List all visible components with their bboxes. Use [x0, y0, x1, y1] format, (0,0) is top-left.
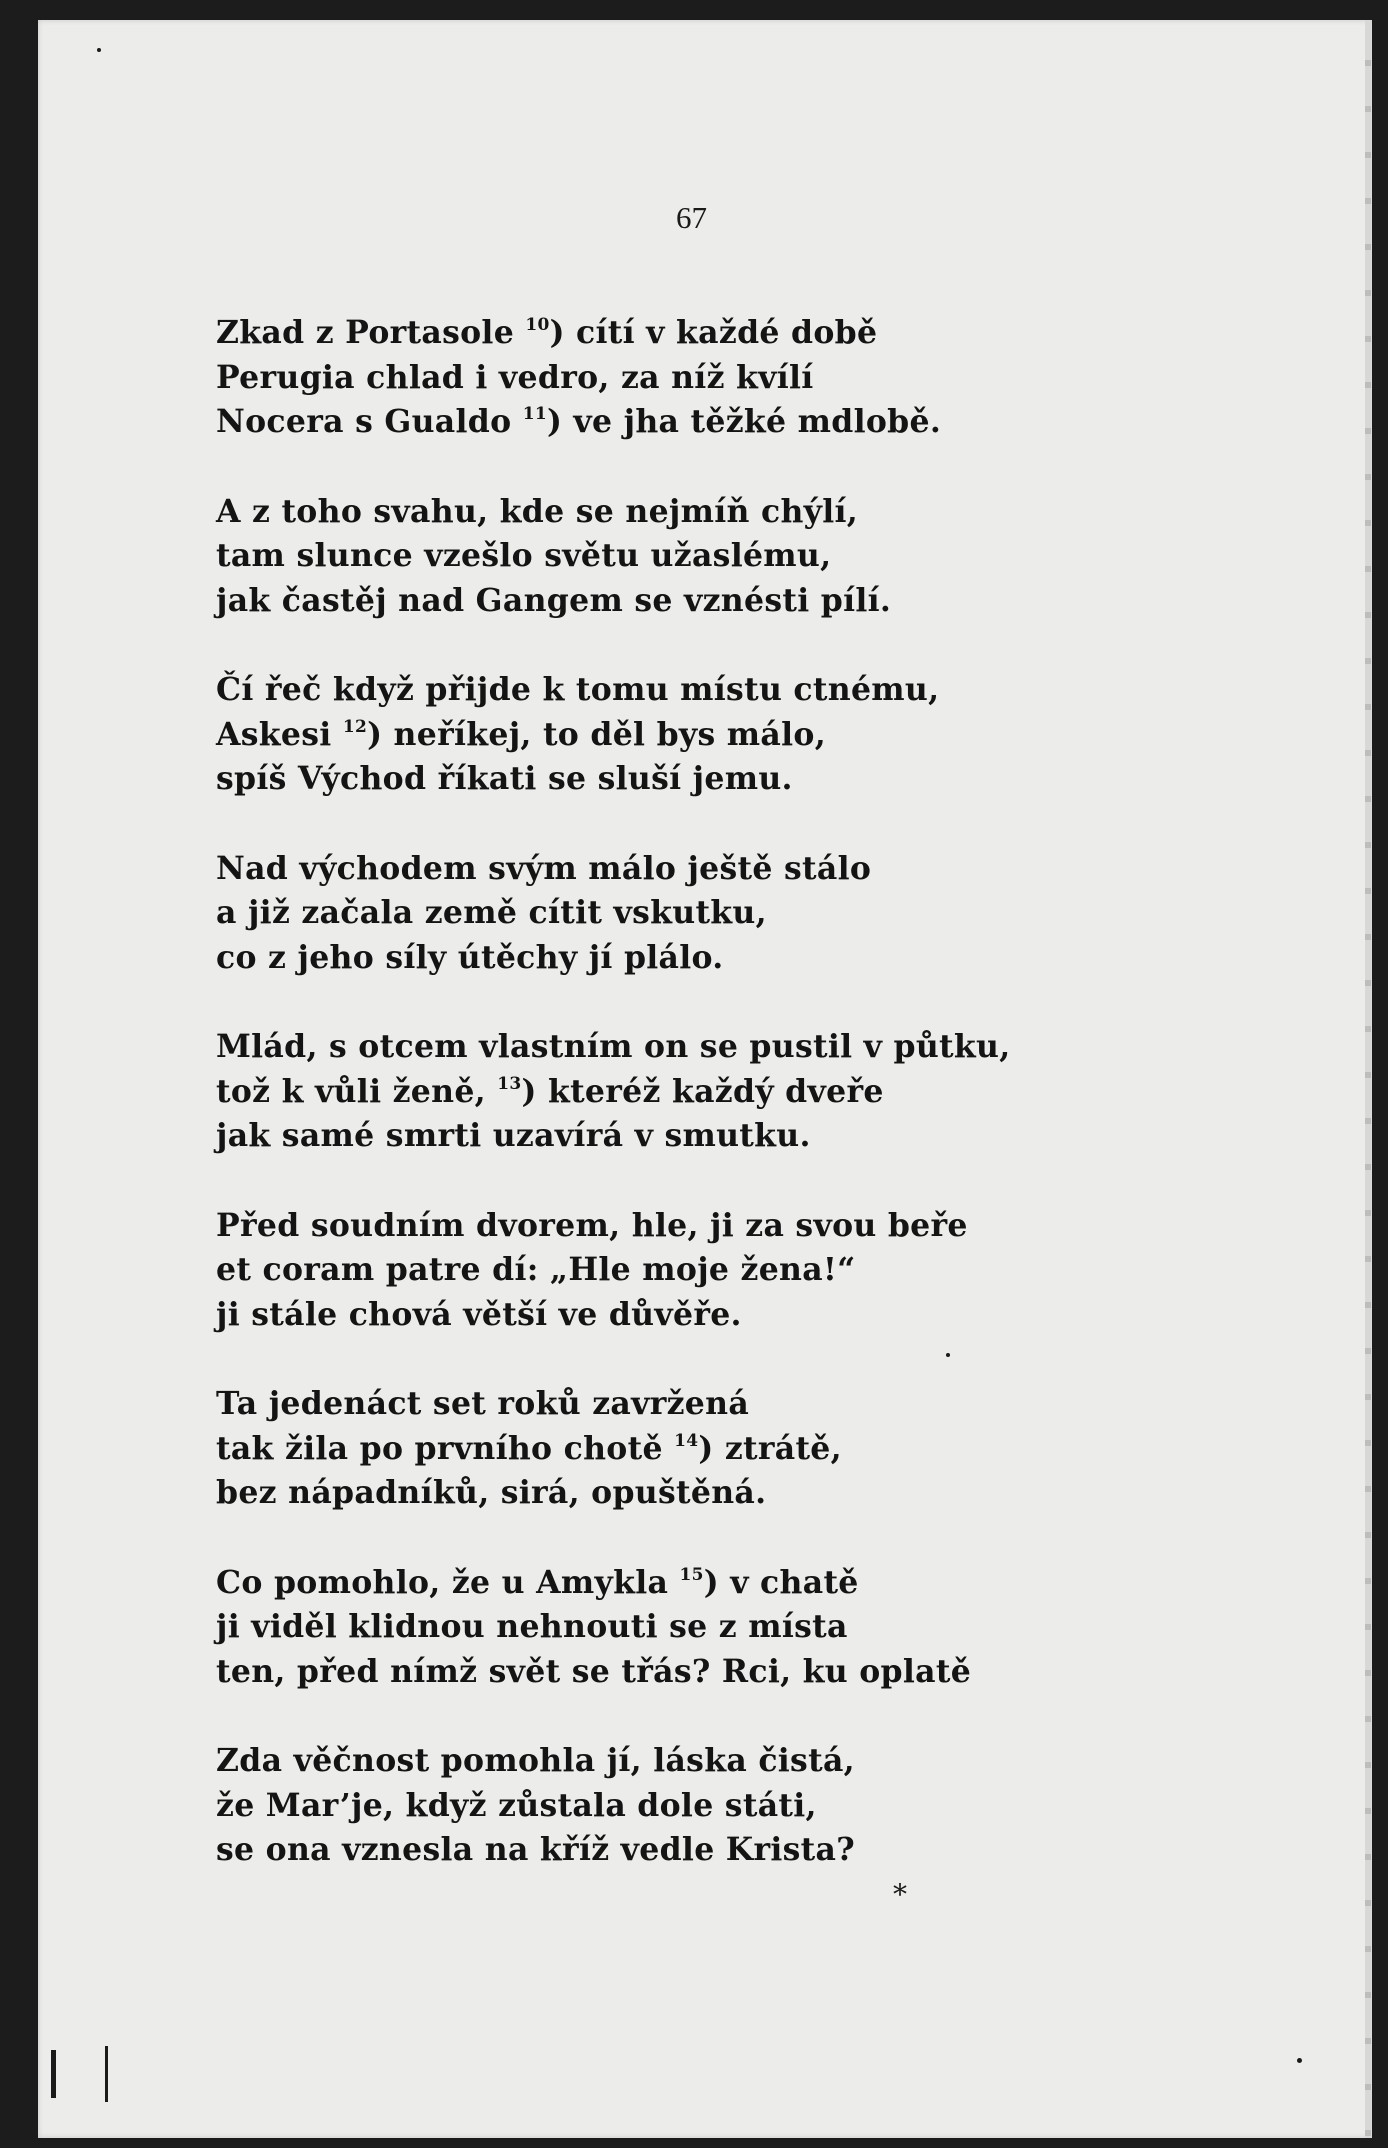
- line-text: Zda věčnost pomohla jí, láska čistá,: [216, 1742, 855, 1779]
- line-text: ) cítí v každé době: [549, 314, 878, 351]
- poem-line: [216, 1561, 1011, 1606]
- stanza: [216, 1561, 1011, 1695]
- line-text: Ta jedenáct set roků zavržená: [216, 1385, 750, 1422]
- poem-line: [216, 713, 1011, 758]
- poem-line: [216, 1739, 1011, 1784]
- stanza: [216, 1025, 1011, 1159]
- line-text: tam slunce vzešlo světu užaslému,: [216, 537, 832, 574]
- poem-line: [216, 1248, 1011, 1293]
- line-text: tož k vůli ženě,: [216, 1072, 498, 1110]
- line-text: co z jeho síly útěchy jí plálo.: [216, 938, 724, 976]
- line-text: bez nápadníků, sirá, opuštěná.: [216, 1474, 767, 1511]
- poem-line: [216, 400, 1011, 445]
- poem-line: [216, 1427, 1011, 1472]
- line-text: ) v chatě: [703, 1563, 859, 1601]
- poem-text: [216, 311, 1011, 1918]
- page-number: 67: [676, 200, 707, 235]
- stanza: [216, 1739, 1011, 1873]
- line-text: ji viděl klidnou nehnouti se z místa: [216, 1608, 848, 1645]
- poem-line: [216, 936, 1011, 981]
- line-text: Nocera s Gualdo: [216, 403, 523, 440]
- line-text: a již začala země cítit vskutku,: [216, 894, 767, 931]
- poem-line: [216, 1471, 1011, 1516]
- stanza: [216, 311, 1011, 445]
- poem-line: [216, 356, 1011, 401]
- poem-line: [216, 1293, 1011, 1338]
- line-text: Čí řeč když přijde k tomu místu ctnému,: [216, 671, 940, 708]
- poem-line: [216, 534, 1011, 579]
- footnote-marker: 14: [674, 1430, 699, 1451]
- poem-line: [216, 579, 1011, 624]
- line-text: Nad východem svým málo ještě stálo: [216, 849, 872, 887]
- poem-line: [216, 1382, 1011, 1427]
- poem-line: [216, 1204, 1011, 1249]
- scan-speck: [946, 1353, 950, 1357]
- poem-line: [216, 1605, 1011, 1650]
- poem-line: [216, 1784, 1011, 1829]
- poem-line: [216, 1650, 1011, 1695]
- stanza: [216, 1204, 1011, 1338]
- line-text: jak častěj nad Gangem se vznésti pílí.: [216, 581, 892, 619]
- line-text: ) neříkej, to děl bys málo,: [367, 715, 826, 753]
- poem-line: [216, 757, 1011, 802]
- line-text: že Mar’je, když zůstala dole státi,: [216, 1786, 817, 1824]
- poem-line: [216, 490, 1011, 535]
- line-text: Mlád, s otcem vlastním on se pustil v půtku,: [216, 1028, 1011, 1065]
- line-text: Před soudním dvorem, hle, ji za svou beře: [216, 1206, 968, 1244]
- poem-line: [216, 847, 1011, 892]
- line-text: ji stále chová větší ve důvěře.: [216, 1295, 742, 1333]
- poem-line: [216, 668, 1011, 713]
- poem-line: [216, 311, 1011, 356]
- line-text: A z toho svahu, kde se nejmíň chýlí,: [216, 492, 859, 530]
- scan-speck: [1297, 2058, 1302, 2063]
- line-text: ) ztrátě,: [698, 1429, 842, 1467]
- line-text: jak samé smrti uzavírá v smutku.: [216, 1117, 811, 1154]
- stanza: [216, 847, 1011, 981]
- scan-speck: [97, 48, 101, 52]
- poem-line: [216, 1070, 1011, 1115]
- footnote-marker: 10: [525, 315, 550, 335]
- stanza: [216, 490, 1011, 624]
- footnote-marker: 15: [679, 1564, 704, 1585]
- footnote-marker: 12: [342, 716, 368, 737]
- line-text: Perugia chlad i vedro, za níž kvílí: [216, 358, 814, 396]
- poem-line: [216, 1828, 1011, 1873]
- scan-speck: [105, 2046, 108, 2102]
- line-text: Co pomohlo, že u Amykla: [216, 1563, 680, 1601]
- line-text: Askesi: [216, 715, 343, 753]
- line-text: Zkad z Portasole: [216, 314, 526, 351]
- footnote-marker: 13: [497, 1073, 522, 1094]
- line-text: ) kteréž každý dveře: [521, 1072, 884, 1110]
- line-text: se ona vznesla na kříž vedle Krista?: [216, 1831, 855, 1868]
- line-text: ten, před nímž svět se třás? Rci, ku oplatě: [216, 1652, 972, 1690]
- poem-line: [216, 1114, 1011, 1159]
- line-text: tak žila po prvního chotě: [216, 1429, 675, 1467]
- scan-speck: [51, 2050, 56, 2098]
- footnote-marker: 11: [522, 404, 547, 424]
- section-end-asterisk: *: [893, 1878, 907, 1911]
- line-text: ) ve jha těžké mdlobě.: [546, 403, 942, 440]
- stanza: [216, 668, 1011, 802]
- stanza: [216, 1382, 1011, 1516]
- line-text: et coram patre dí: „Hle moje žena!“: [216, 1251, 856, 1288]
- line-text: spíš Východ říkati se sluší jemu.: [216, 760, 793, 797]
- page-edge: [1365, 20, 1371, 2138]
- poem-line: [216, 1025, 1011, 1070]
- poem-line: [216, 891, 1011, 936]
